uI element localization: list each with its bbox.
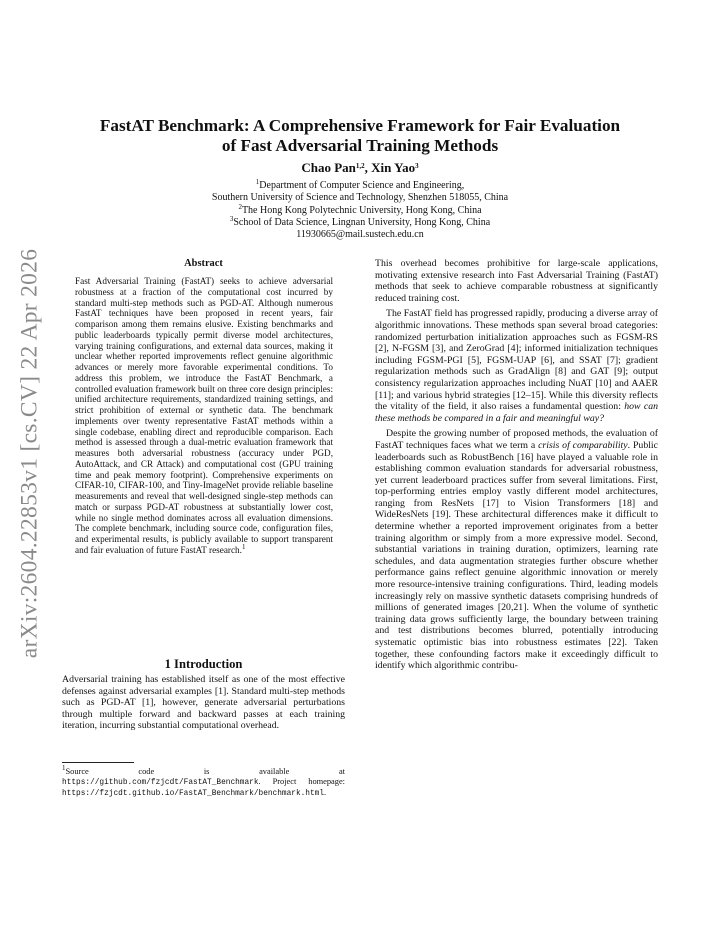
abstract-body bbox=[75, 276, 333, 556]
abstract-heading: Abstract bbox=[184, 258, 223, 269]
author-name: Xin Yao bbox=[371, 160, 416, 175]
affiliation-mark: 2 bbox=[238, 202, 242, 211]
affiliation-line bbox=[60, 192, 660, 204]
footnote-text: Source code is available at bbox=[65, 767, 345, 776]
affiliation-text: The Hong Kong Polytechnic University, Hong Kong, China bbox=[241, 204, 482, 216]
affiliation-text: Southern University of Science and Technology, Shenzhen 518055, China bbox=[211, 192, 509, 204]
arxiv-identifier: arXiv:2604.22853v1 [cs.CV] 22 Apr 2026 bbox=[16, 248, 43, 658]
affiliation-line bbox=[60, 214, 660, 229]
section-heading-introduction: 1 Introduction bbox=[164, 657, 243, 671]
paragraph: This overhead becomes prohibitive for large-scale applications, motivating extensive research into Fast Adversarial Training (FastAT) methods that seek to achieve comparable robustness at significantly reduced training cost. bbox=[375, 258, 658, 304]
footnote-mark: 1 bbox=[62, 764, 66, 772]
paragraph bbox=[375, 308, 658, 424]
title-line-1: FastAT Benchmark: A Comprehensive Framework for Fair Evaluation bbox=[99, 116, 621, 135]
source-code-link[interactable]: https://github.com/fzjcdt/FastAT_Benchmark bbox=[62, 779, 259, 787]
affiliation-list bbox=[60, 180, 660, 241]
author-name: Chao Pan bbox=[301, 160, 356, 175]
emphasis-text: crisis of comparability bbox=[538, 439, 628, 451]
footnote-text: . bbox=[324, 788, 327, 797]
paper-title bbox=[60, 116, 660, 156]
footnote-mark: 1 bbox=[241, 542, 246, 551]
paragraph-text: Despite the growing number of proposed methods, the evaluation of FastAT techniques faces what we term a bbox=[375, 428, 658, 451]
paragraph-text: The FastAT field has progressed rapidly, producing a diverse array of algorithmic innovations. These methods span several broad categories: randomized perturbation initialization approaches such as FGSM-RS [2], N-FGSM [3], and ZeroGrad [4]; informed initialization techniques including FGSM-PGI [5], FGSM-UAP [6], and SSAT [7]; gradient regularization methods such as GradAlign [8] and GAT [9]; output consistency regularization approaches including NuAT [10] and AAER [11]; and various hybrid strategies [12–15]. While this diversity reflects the vitality of the field, it also raises a fundamental question: bbox=[375, 308, 658, 413]
right-column bbox=[375, 258, 658, 672]
affiliation-mark: 1 bbox=[255, 178, 260, 186]
affiliation-text: Department of Computer Science and Engineering, bbox=[259, 180, 465, 191]
affiliation-line bbox=[60, 180, 660, 192]
affiliation-line bbox=[60, 202, 660, 217]
author-list bbox=[60, 160, 660, 176]
paragraph-text: . Public leaderboards such as RobustBench [16] have played a valuable role in establishing common evaluation standards for adversarial robustness, yet current leaderboard practices suffer from several limitations. First, top-performing entries employ vastly different model architectures, ranging from ResNets [17] to Vision Transformers [18] and WideResNets [19]. These architectural differences make it difficult to determine whether a reported improvement originates from a better training algorithm or simply from a more expressive model. Second, substantial variations in training duration, optimizers, learning rate schedules, and data augmentation strategies further obscure whether performance gains reflect genuine algorithmic innovation or merely more resource-intensive training configurations. Third, leading models increasingly rely on massive synthetic datasets comprising hundreds of millions of generated images [20,21]. When the volume of synthetic training data grows sufficiently large, the boundary between training and test distributions becomes blurred, potentially introducing systematic optimistic bias into robustness estimates [22]. Taken together, these confounding factors make it exceedingly difficult to identify which algorithmic contribu- bbox=[375, 439, 659, 672]
footnote-rule bbox=[62, 762, 134, 763]
footnote bbox=[62, 764, 345, 799]
title-line-2: of Fast Adversarial Training Methods bbox=[221, 136, 499, 155]
affiliation-text: School of Data Science, Lingnan University, Hong Kong, China bbox=[233, 216, 491, 228]
emphasis-text: how can these methods be compared in a fair and meaningful way? bbox=[375, 401, 658, 424]
footnote-text: . Project homepage: bbox=[258, 777, 345, 786]
project-homepage-link[interactable]: https://fzjcdt.github.io/FastAT_Benchmark/benchmark.html bbox=[62, 790, 325, 798]
introduction-paragraph bbox=[62, 674, 345, 732]
author-separator: , bbox=[364, 160, 372, 175]
paragraph-text: Adversarial training has established itself as one of the most effective defenses against adversarial examples [1]. Standard multi-step methods such as PGD-AT [1], however, generate adversarial perturbations through multiple forward and backward passes at each training iteration, incurring substantial computational overhead. bbox=[62, 674, 345, 732]
arxiv-sidebar-stamp bbox=[8, 248, 52, 658]
author-affiliation-mark: 1,2 bbox=[355, 162, 365, 170]
paragraph bbox=[375, 428, 658, 671]
author-affiliation-mark: 3 bbox=[415, 162, 419, 170]
abstract-text: Fast Adversarial Training (FastAT) seeks to achieve adversarial robustness at a fraction of the computational cost incurred by standard multi-step methods such as PGD-AT. Although numerous FastAT techniques have been proposed in recent years, fair comparison among them remains elusive. Existing benchmarks and public leaderboards typically permit diverse model architectures, varying training configurations, and external data sources, making it unclear whether reported improvements reflect genuine algorithmic advances or merely more favorable experimental conditions. To address this problem, we introduce the FastAT Benchmark, a controlled evaluation framework built on three core design principles: unified architecture requirements, standardized training settings, and strict prohibition of external or synthetic data. The benchmark implements over twenty representative FastAT methods within a single codebase, enabling direct and reproducible comparison. Each method is assessed through a dual-metric evaluation framework that measures both adversarial robustness (accuracy under PGD, AutoAttack, and CR Attack) and computational cost (GPU training time and peak memory footprint). Comprehensive experiments on CIFAR-10, CIFAR-100, and Tiny-ImageNet provide reliable baseline measurements and reveal that well-designed single-step methods can match or surpass PGD-AT robustness at substantially lower cost, while no single method dominates across all evaluation dimensions. The complete benchmark, including source code, configuration files, and experimental results, is publicly available to support transparent and fair evaluation of future FastAT research. bbox=[75, 276, 333, 555]
affiliation-mark: 3 bbox=[229, 214, 234, 223]
email-text: 11930665@mail.sustech.edu.cn bbox=[296, 229, 424, 241]
contact-email bbox=[60, 229, 660, 241]
